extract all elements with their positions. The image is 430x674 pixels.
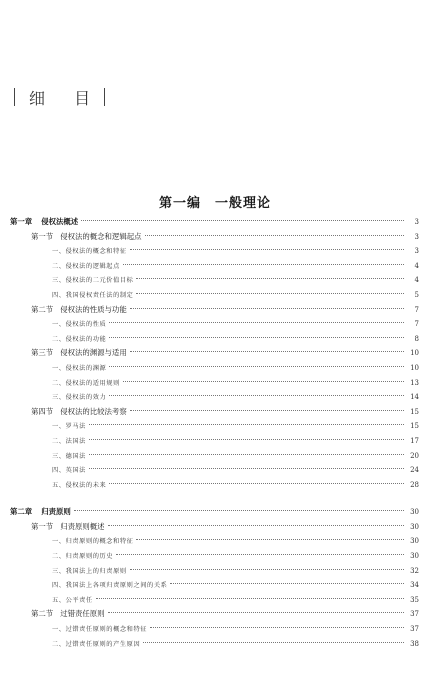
toc-entry-title: 公平责任 — [65, 596, 93, 604]
toc-entry-title: 侵权法的比较法考察 — [60, 406, 127, 416]
toc-section-row[interactable] — [10, 405, 419, 420]
dot-leader — [108, 525, 404, 526]
toc-entry-label — [10, 479, 106, 494]
toc-section-row[interactable] — [10, 303, 419, 318]
toc-item-row[interactable] — [10, 478, 419, 493]
toc-item-row[interactable] — [10, 637, 419, 652]
toc-item-row[interactable] — [10, 449, 419, 464]
dot-leader — [81, 220, 404, 221]
toc-entry-label — [10, 505, 71, 520]
toc-entry-number: 四、 — [52, 582, 66, 590]
dot-leader — [108, 612, 404, 613]
toc-page-number: 10 — [410, 363, 419, 372]
toc-entry-number: 三、 — [52, 277, 66, 285]
dot-leader — [123, 264, 404, 265]
toc-entry-label — [10, 450, 86, 465]
toc-item-row[interactable] — [10, 273, 419, 288]
toc-entry-title: 归责原则概述 — [60, 521, 105, 531]
toc-entry-title: 侵权法的概念和逻辑起点 — [60, 231, 142, 241]
toc-item-row[interactable] — [10, 419, 419, 434]
toc-entry-label — [10, 245, 127, 260]
toc-page-number: 8 — [414, 334, 419, 343]
toc-page-number: 3 — [414, 218, 419, 226]
toc-entry-number: 一、 — [52, 538, 66, 546]
toc-entry-number: 一、 — [52, 248, 66, 256]
dot-leader — [89, 468, 404, 469]
toc-entry-title: 归责原则的历史 — [65, 553, 114, 561]
toc-page-number: 15 — [410, 407, 419, 416]
dot-leader — [145, 235, 405, 236]
dot-leader — [143, 642, 404, 643]
toc-entry-title: 侵权法的性质 — [65, 321, 107, 329]
dot-leader — [89, 424, 404, 425]
toc-entry-number: 二、 — [52, 379, 66, 387]
toc-entry-number: 第一节 — [31, 231, 54, 241]
toc-entry-number: 第一章 — [10, 217, 33, 226]
toc-page-number: 20 — [410, 451, 419, 460]
toc-item-row[interactable] — [10, 549, 419, 564]
toc-item-row[interactable] — [10, 622, 419, 637]
toc-entry-title: 侵权法的逻辑起点 — [65, 262, 120, 270]
toc-entry-title: 德国法 — [65, 452, 86, 460]
toc-entry-label — [10, 464, 86, 479]
toc-entry-title: 侵权法的未来 — [65, 481, 107, 489]
toc-entry-title: 侵权法的效力 — [65, 394, 107, 402]
toc-entry-label — [10, 550, 113, 565]
toc-entry-title: 归责原则的概念和特征 — [65, 538, 134, 546]
toc-entry-title: 归责原则 — [41, 507, 71, 517]
toc-page-number: 10 — [410, 349, 419, 358]
toc-entry-label — [10, 391, 106, 406]
dot-leader — [109, 322, 404, 323]
toc-entry-number: 五、 — [52, 596, 66, 604]
toc-page-number: 34 — [410, 581, 419, 590]
toc-entry-number: 第二节 — [31, 304, 54, 314]
dot-leader — [130, 249, 404, 250]
toc-entry-label — [10, 594, 93, 609]
toc-entry-number: 四、 — [52, 291, 66, 299]
toc-entry-number: 二、 — [52, 437, 66, 445]
toc-entry-label — [10, 362, 106, 377]
dot-leader — [136, 293, 404, 294]
toc-entry-title: 侵权法的性质与功能 — [60, 304, 127, 314]
toc-page-number: 30 — [410, 552, 419, 561]
dot-leader — [116, 554, 404, 555]
toc-entry-number: 三、 — [52, 394, 66, 402]
toc-entry-label — [10, 435, 86, 450]
dot-leader — [150, 627, 404, 628]
dot-leader — [109, 395, 404, 396]
toc-entry-title: 法国法 — [65, 437, 86, 445]
toc-page-number: 5 — [414, 290, 419, 299]
dot-leader — [89, 439, 404, 440]
toc-page-number: 17 — [410, 436, 419, 445]
toc-entry-number: 三、 — [52, 452, 66, 460]
toc-chapter-row[interactable] — [10, 215, 419, 230]
toc-entry-title: 侵权法的功能 — [65, 335, 107, 343]
dot-leader — [96, 598, 404, 599]
toc-page-number: 7 — [414, 320, 419, 329]
toc-page-number: 37 — [410, 625, 419, 634]
toc-entry-number: 二、 — [52, 335, 66, 343]
toc-entry-title: 侵权法的概念和特征 — [65, 248, 127, 256]
toc-page-number: 35 — [410, 595, 419, 604]
toc-entry-number: 一、 — [52, 626, 66, 634]
toc-entry-label — [10, 377, 120, 392]
toc-entry-label — [10, 638, 140, 653]
toc-item-row[interactable] — [10, 534, 419, 549]
toc-page-number: 30 — [410, 508, 419, 517]
toc-page-number: 13 — [410, 378, 419, 387]
dot-leader — [136, 539, 404, 540]
toc-entry-label — [10, 333, 106, 348]
toc-item-row[interactable] — [10, 434, 419, 449]
toc-entry-number: 二、 — [52, 640, 66, 648]
toc-item-row[interactable] — [10, 564, 419, 579]
toc-entry-number: 一、 — [52, 364, 66, 372]
toc-entry-label — [10, 318, 106, 333]
toc-entry-title: 侵权法概述 — [41, 217, 79, 226]
dot-leader — [109, 366, 404, 367]
heading-right-bar — [104, 88, 105, 106]
toc-item-row[interactable] — [10, 317, 419, 332]
toc-entry-title: 过错责任原则 — [60, 609, 105, 619]
toc-item-row[interactable] — [10, 578, 419, 593]
toc-entry-label — [10, 405, 127, 420]
part-title: 第一编 一般理论 — [158, 196, 271, 211]
heading-left-bar — [14, 88, 15, 106]
toc-entry-number: 第三节 — [31, 348, 54, 358]
dot-leader — [130, 569, 404, 570]
heading-title: 细 目 — [29, 88, 103, 108]
toc-entry-number: 二、 — [52, 262, 66, 270]
toc-item-row[interactable] — [10, 390, 419, 405]
toc-entry-label — [10, 274, 133, 289]
dot-leader — [170, 583, 404, 584]
dot-leader — [136, 278, 404, 279]
toc-section-row[interactable] — [10, 346, 419, 361]
toc-entry-label — [10, 579, 167, 594]
toc-item-row[interactable] — [10, 288, 419, 303]
dot-leader — [130, 308, 404, 309]
table-of-contents — [10, 215, 419, 651]
toc-entry-number: 第四节 — [31, 406, 54, 416]
chapter-spacer — [10, 492, 419, 505]
toc-entry-number: 三、 — [52, 567, 66, 575]
toc-item-row[interactable] — [10, 463, 419, 478]
toc-entry-title: 我国法上的归责原则 — [65, 567, 127, 575]
toc-page-number: 32 — [410, 566, 419, 575]
toc-page-number: 3 — [414, 232, 419, 241]
toc-entry-title: 过错责任原则的概念和特征 — [65, 626, 148, 634]
toc-entry-title: 罗马法 — [65, 423, 86, 431]
toc-page-number: 14 — [410, 393, 419, 402]
toc-entry-title: 侵权法的二元价值目标 — [65, 277, 134, 285]
toc-entry-title: 过错责任原则的产生原因 — [65, 640, 141, 648]
toc-entry-number: 二、 — [52, 553, 66, 561]
toc-entry-title: 我国侵权责任法的制定 — [65, 291, 134, 299]
toc-entry-title: 英国法 — [65, 467, 86, 475]
toc-entry-label — [10, 520, 105, 535]
toc-page-number: 38 — [410, 639, 419, 648]
toc-item-row[interactable] — [10, 244, 419, 259]
toc-entry-number: 五、 — [52, 481, 66, 489]
toc-item-row[interactable] — [10, 259, 419, 274]
toc-section-row[interactable] — [10, 520, 419, 535]
toc-entry-label — [10, 346, 127, 361]
toc-entry-number: 一、 — [52, 321, 66, 329]
toc-entry-label — [10, 215, 78, 230]
dot-leader — [130, 351, 404, 352]
dot-leader — [89, 454, 404, 455]
toc-entry-label — [10, 230, 142, 245]
contents-heading — [14, 86, 105, 108]
toc-entry-label — [10, 420, 86, 435]
dot-leader — [130, 410, 404, 411]
toc-page-number: 7 — [414, 305, 419, 314]
toc-page-number: 28 — [410, 480, 419, 489]
toc-entry-title: 侵权法的适用规则 — [65, 379, 120, 387]
toc-entry-number: 一、 — [52, 423, 66, 431]
toc-page-number: 3 — [414, 247, 419, 256]
toc-entry-title: 侵权法的渊源与适用 — [60, 348, 127, 358]
toc-page-number: 24 — [410, 466, 419, 475]
dot-leader — [109, 483, 404, 484]
toc-item-row[interactable] — [10, 361, 419, 376]
toc-entry-title: 我国法上各项归责原则之间的关系 — [65, 582, 168, 590]
toc-page-number: 15 — [410, 422, 419, 431]
toc-chapter-row[interactable] — [10, 505, 419, 520]
toc-entry-number: 第二节 — [31, 609, 54, 619]
toc-page-number: 30 — [410, 537, 419, 546]
toc-entry-number: 四、 — [52, 467, 66, 475]
toc-entry-label — [10, 565, 127, 580]
toc-entry-label — [10, 535, 133, 550]
toc-page-number: 4 — [414, 261, 419, 270]
toc-item-row[interactable] — [10, 593, 419, 608]
toc-item-row[interactable] — [10, 332, 419, 347]
toc-entry-number: 第二章 — [10, 507, 33, 517]
dot-leader — [109, 337, 404, 338]
toc-entry-label — [10, 623, 147, 638]
toc-section-row[interactable] — [10, 607, 419, 622]
toc-entry-label — [10, 260, 120, 275]
toc-entry-label — [10, 607, 105, 622]
toc-entry-label — [10, 289, 133, 304]
toc-item-row[interactable] — [10, 376, 419, 391]
dot-leader — [123, 381, 404, 382]
dot-leader — [74, 510, 404, 511]
toc-page-number: 30 — [410, 522, 419, 531]
toc-entry-label — [10, 303, 127, 318]
toc-entry-title: 侵权法的渊源 — [65, 364, 107, 372]
toc-page-number: 4 — [414, 276, 419, 285]
toc-entry-number: 第一节 — [31, 521, 54, 531]
toc-section-row[interactable] — [10, 230, 419, 245]
toc-page-number: 37 — [410, 610, 419, 619]
